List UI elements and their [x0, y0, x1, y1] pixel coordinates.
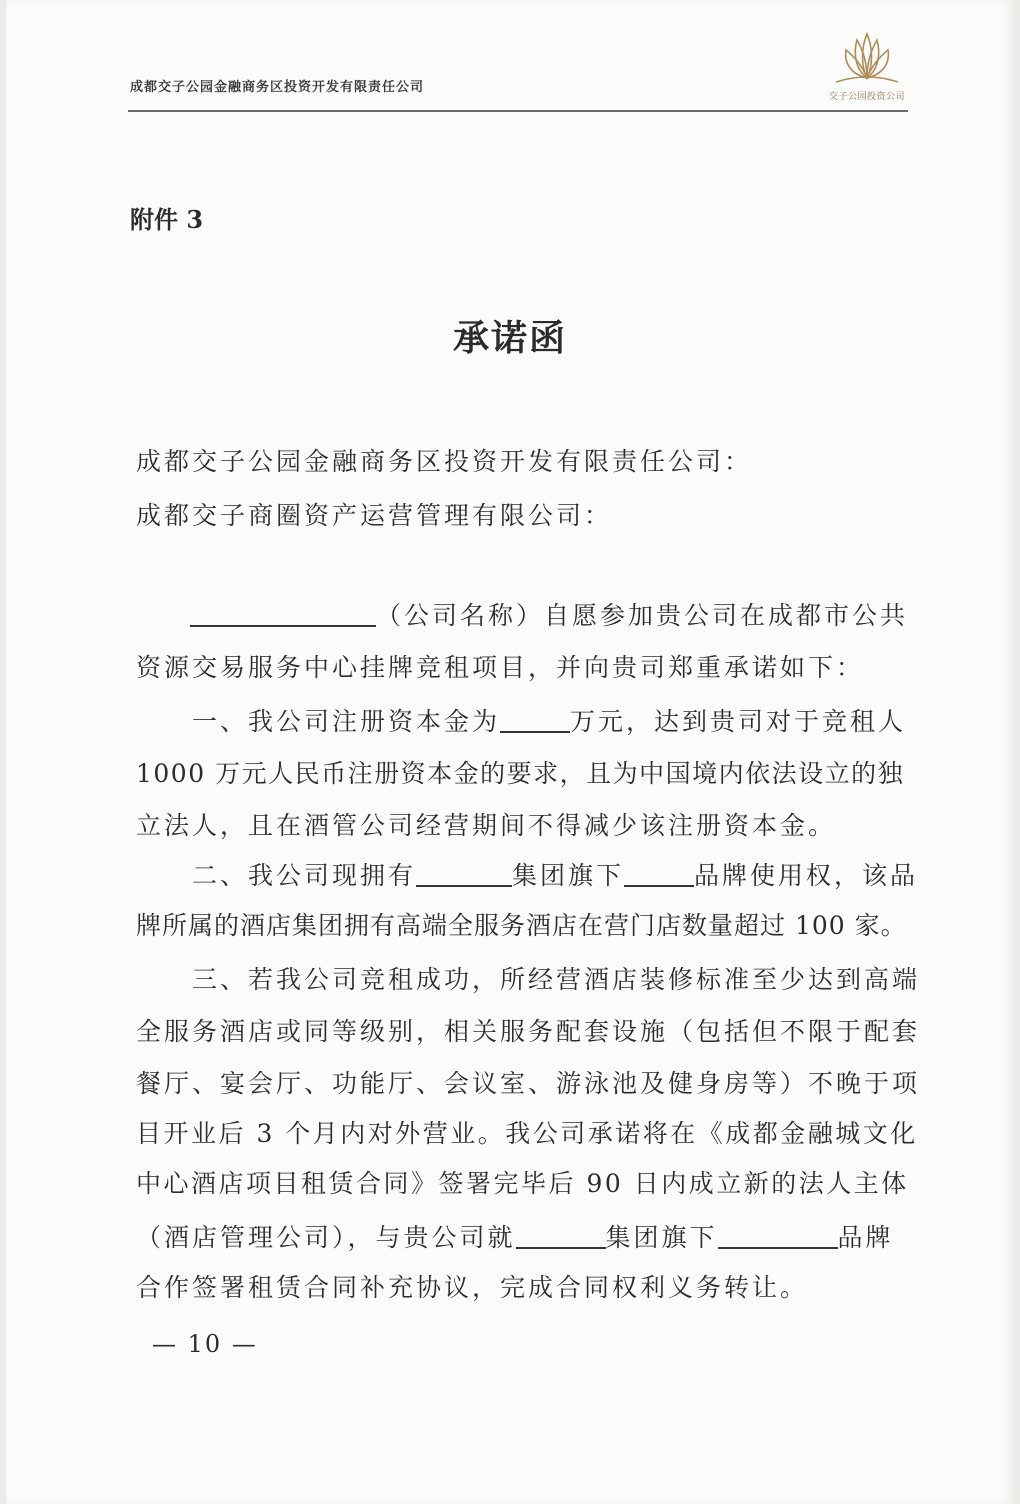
- header-rule: [128, 110, 908, 112]
- brand-name-blank-2[interactable]: [718, 1247, 838, 1249]
- brand-name-blank[interactable]: [624, 885, 694, 887]
- body-line: 1000 万元人民币注册资本金的要求，且为中国境内依法设立的独: [136, 759, 905, 788]
- body-line: （酒店管理公司），与贵公司就 集团旗下 品牌: [136, 1223, 894, 1252]
- group-name-blank-2[interactable]: [516, 1247, 606, 1249]
- page-number: — 10 —: [152, 1330, 258, 1358]
- company-logo: [826, 26, 908, 102]
- attachment-label: 附件 3: [130, 205, 204, 234]
- body-line: 合作签署租赁合同补充协议，完成合同权利义务转让。: [136, 1273, 809, 1302]
- body-line: 中心酒店项目租赁合同》签署完毕后 90 日内成立新的法人主体: [136, 1169, 909, 1198]
- body-line: 餐厅、宴会厅、功能厅、会议室、游泳池及健身房等）不晚于项: [136, 1069, 921, 1098]
- body-line: 二、我公司现拥有 集团旗下 品牌使用权，该品: [192, 861, 919, 890]
- body-line: 全服务酒店或同等级别，相关服务配套设施（包括但不限于配套: [136, 1017, 921, 1046]
- body-line: 目开业后 3 个月内对外营业。我公司承诺将在《成都金融城文化: [136, 1119, 918, 1148]
- body-line: 三、若我公司竞租成功，所经营酒店装修标准至少达到高端: [192, 965, 921, 994]
- body-line: （公司名称）自愿参加贵公司在成都市公共: [190, 596, 908, 632]
- body-line: 牌所属的酒店集团拥有高端全服务酒店在营门店数量超过 100 家。: [136, 911, 907, 940]
- page-title: 承诺函: [452, 317, 567, 359]
- header-company-name: 成都交子公园金融商务区投资开发有限责任公司: [130, 80, 425, 95]
- lotus-logo-icon: [826, 26, 908, 88]
- capital-amount-blank[interactable]: [500, 731, 570, 733]
- group-name-blank[interactable]: [416, 885, 512, 887]
- addressee-2: 成都交子商圈资产运营管理有限公司：: [136, 501, 613, 530]
- logo-caption: 交子公园投资公司: [828, 92, 905, 102]
- addressee-1: 成都交子公园金融商务区投资开发有限责任公司：: [136, 447, 753, 476]
- body-line: 立法人，且在酒管公司经营期间不得减少该注册资本金。: [136, 811, 837, 840]
- company-name-blank[interactable]: [190, 625, 376, 627]
- body-line: 资源交易服务中心挂牌竞租项目，并向贵司郑重承诺如下：: [136, 653, 865, 682]
- body-line: 一、我公司注册资本金为 万元，达到贵司对于竞租人: [192, 707, 907, 736]
